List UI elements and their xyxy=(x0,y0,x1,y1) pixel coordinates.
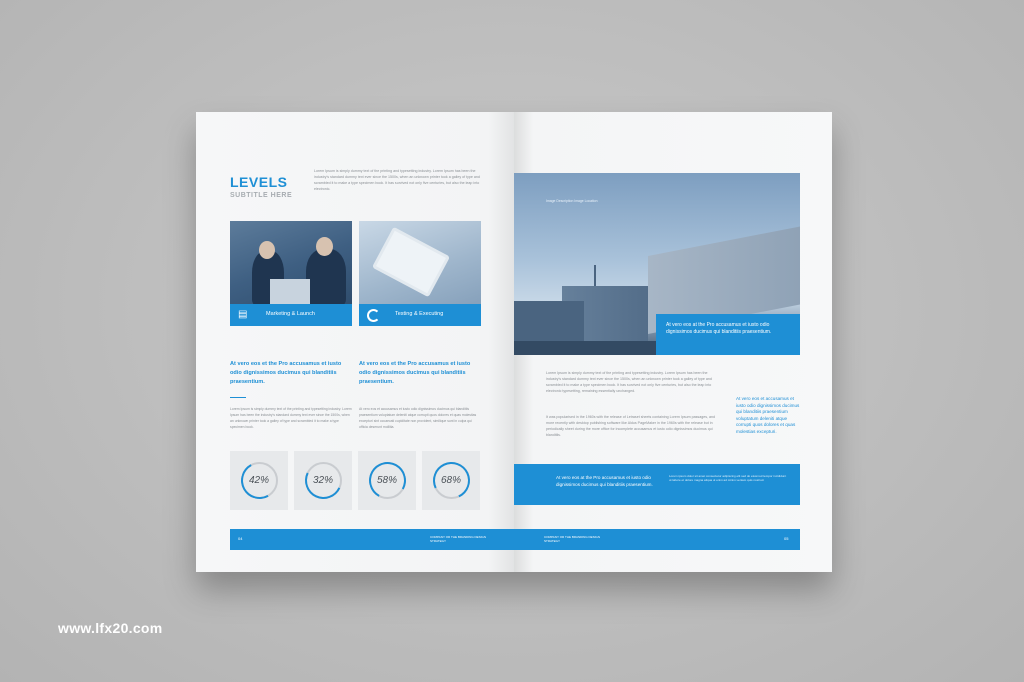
divider xyxy=(230,397,246,398)
stat-card xyxy=(294,451,352,510)
watermark-text: www.lfx20.com xyxy=(58,620,163,636)
chart-icon: ▤ xyxy=(238,309,248,320)
footer-note: COMPANY OR THE BRANDING DESIGN STRATEGY xyxy=(430,535,487,543)
section-heading: At vero eos et the Pro accusamus et iusto odio dignissimos ducimus qui blanditiis praesentium. xyxy=(359,361,471,385)
intro-paragraph: Lorem Ipsum is simply dummy text of the printing and typesetting industry. Lorem Ipsum has been the industry's standard dummy text ever since the 1500s, when an unknown printer took a galley of type and scrambled it to make a type specimen book. It has survived not only five centuries, but also the leap into electronic. xyxy=(314,169,480,191)
card-label-bar xyxy=(230,304,352,326)
ring-icon xyxy=(367,309,380,322)
stat-value: 68% xyxy=(440,475,461,486)
body-paragraph: It was popularised in the 1960s with the release of Letraset sheets containing Lorem Ipsum passages, and more recently with desktop publishing software like Aldus PageMaker in the 1960s with the release but in periodically sheet during the more office for incomplete accusamus et iusto odio dignissimos ducimus qui blanditiis. xyxy=(546,415,716,437)
antenna xyxy=(594,265,596,287)
tablet-device xyxy=(372,227,450,298)
stat-value: 32% xyxy=(312,475,333,486)
stat-card xyxy=(422,451,480,510)
laptop xyxy=(270,279,310,305)
page-number: 04 xyxy=(238,536,243,541)
callout-text: At vero eos at the Pro accusamus et iusto odio dignissimos ducimus qui blanditiis praesentium. xyxy=(556,475,653,487)
footer-note: COMPANY OR THE BRANDING DESIGN STRATEGY xyxy=(544,535,601,543)
stat-value: 42% xyxy=(248,475,269,486)
pull-quote: At vero eos et accusamus et iusto odio dignissimos ducimus qui blanditiis praesentium voluptatum deleniti atque corrupti quos dolores et quas molestias excepturi. xyxy=(736,396,800,434)
meeting-photo xyxy=(230,221,352,326)
hero-callout-text: At vero eos at the Pro accusamus et iusto odio dignissimos ducimus qui blanditiis praesentium. xyxy=(666,322,772,335)
page-subtitle: SUBTITLE HERE xyxy=(230,192,293,199)
card-label: Marketing & Launch xyxy=(266,311,315,317)
building-photo xyxy=(514,173,800,355)
stat-value: 58% xyxy=(376,475,397,486)
left-page xyxy=(196,112,514,572)
person-figure xyxy=(306,249,346,305)
body-paragraph: Lorem Ipsum is simply dummy text of the printing and typesetting industry. Lorem Ipsum has been the industry's standard dummy text ever since the 1500s, when an unknown printer took a galley of type and scrambled it to make a type specimen book. It has survived not only five centuries, but also the leap into electronic typesetting, remaining essentially unchanged. xyxy=(546,371,712,393)
page-number: 05 xyxy=(784,536,789,541)
hero-callout xyxy=(656,314,800,355)
footer-bar xyxy=(230,529,514,550)
person-head xyxy=(316,237,333,256)
tablet-photo xyxy=(359,221,481,326)
page-title: LEVELS xyxy=(230,174,288,190)
callout-band xyxy=(514,464,800,505)
card-label: Testing & Executing xyxy=(395,311,444,317)
body-paragraph: At vero eos et accusamus et iusto odio dignissimos ducimus qui blanditiis praesentium voluptatum deleniti atque corrupti quos dolores et quas molestias excepturi sint occaecati cupiditate non provident, similique sunt in culpa qui officia deserunt mollitia. xyxy=(359,407,477,429)
card-label-bar xyxy=(359,304,481,326)
image-caption: Image Description Image Location xyxy=(546,199,598,203)
callout-note: Lorem ipsum dolor sit amet consectetur adipiscing elit sed do eiusmod tempor incididunt ut labore et dolore magna aliqua ut enim ad minim veniam quis nostrud. xyxy=(669,474,787,482)
section-heading: At vero eos et the Pro accusamus et iusto odio dignissimos ducimus qui blanditiis praesentium. xyxy=(230,361,342,385)
body-paragraph: Lorem Ipsum is simply dummy text of the printing and typesetting industry. Lorem Ipsum has been the industry's standard dummy text ever since the 1500s, when an unknown printer took a galley of type and scrambled it to make a type specimen book. xyxy=(230,407,352,429)
person-head xyxy=(259,241,275,259)
brochure-spread xyxy=(196,112,832,572)
footer-bar xyxy=(514,529,800,550)
stat-card xyxy=(230,451,288,510)
right-page xyxy=(514,112,832,572)
stat-card xyxy=(358,451,416,510)
